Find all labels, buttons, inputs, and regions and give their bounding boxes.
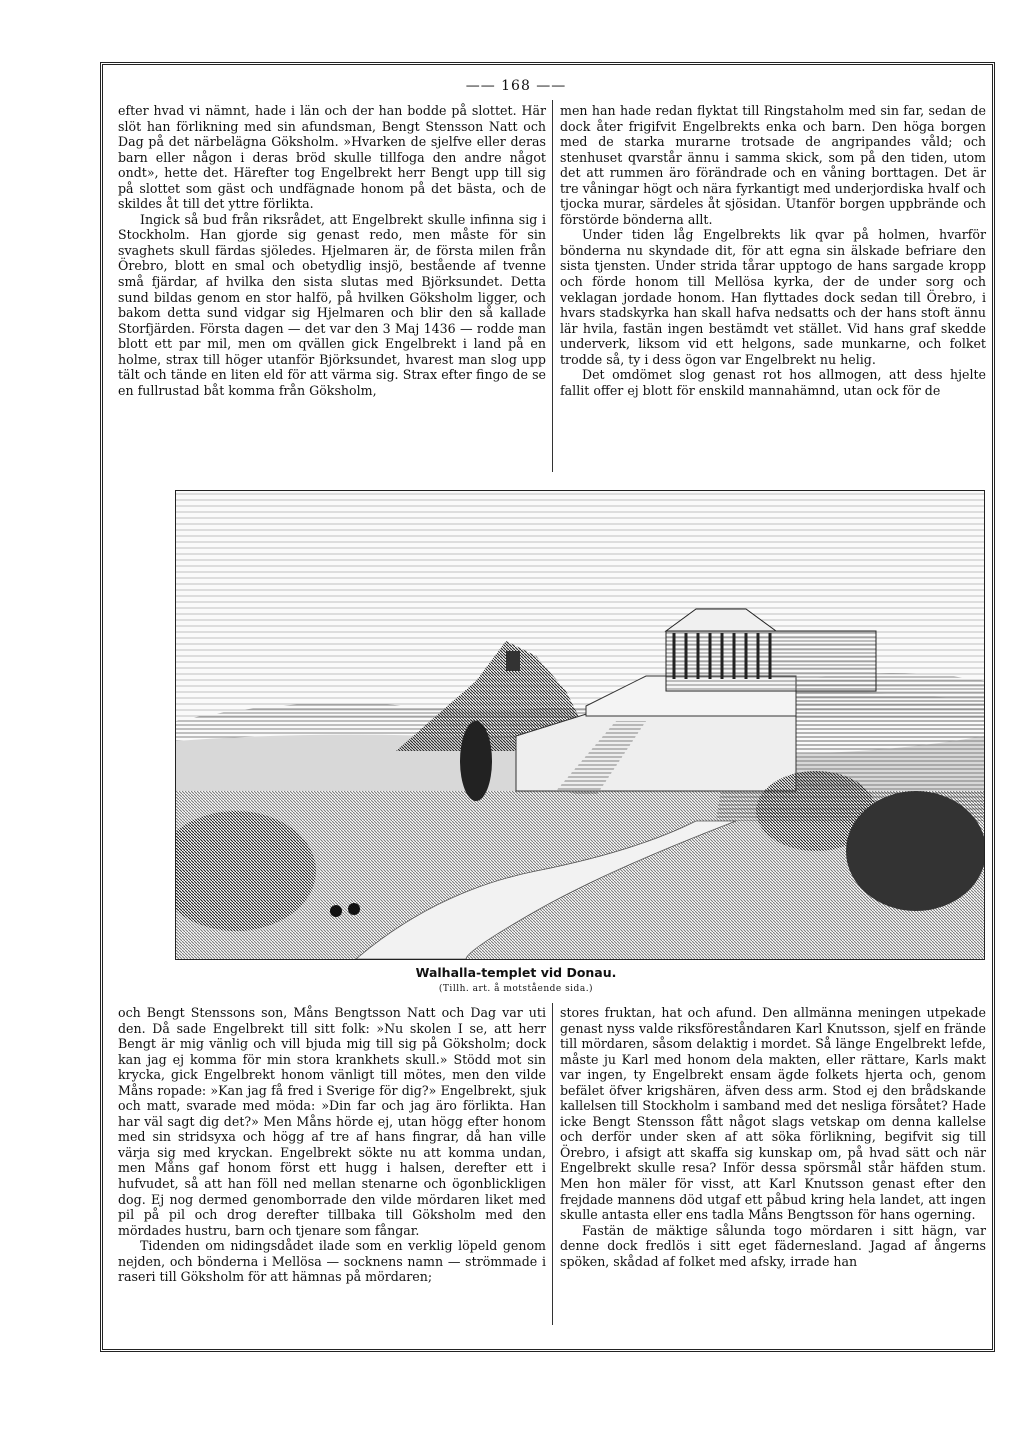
column-divider: [552, 100, 553, 472]
column-divider: [552, 1003, 553, 1325]
walhalla-engraving: [175, 490, 985, 960]
column-top-right: [560, 103, 986, 398]
paragraph: Tidenden om nidingsdådet ilade som en verklig löpeld genom nejden, och bönderna i Mellösa — socknens namn — strömmade i raseri till Göksholm för att hämnas på mördaren;: [118, 1238, 546, 1285]
paragraph: stores fruktan, hat och afund. Den allmänna meningen utpekade genast nyss valde riksföreståndaren Karl Knutsson, sjelf en frände till mördaren, såsom delaktig i mordet. Så länge Engelbrekt lefde, måste ju Karl med honom dela makten, eller rättare, Karls makt var ingen, ty Engelbrekt ensam ägde folkets hjerta och, genom befälet öfver krigshären, äfven dess arm. Stod ej den brådskande kallelsen till Stockholm i samband med det nesliga försåtet? Hade icke Bengt Stensson fått något slags vetskap om denna kallelse och derför under sken af att söka förlikning, begifvit sig till Örebro, i afsigt att skaffa sig kunskap om, på hvad sätt och när Engelbrekt skulle resa? Inför dessa spörsmål står häfden stum. Men hon mäler för visst, att Karl Knutsson genast efter den frejdade mannens död utgaf ett påbud kring hela landet, att ingen skulle antasta eller ens tadla Måns Bengtsson för hans ogerning.: [560, 1005, 986, 1223]
page-number: —— 168 ——: [465, 78, 567, 94]
paragraph: efter hvad vi nämnt, hade i län och der han bodde på slottet. Här slöt han förlikning med sin afundsman, Bengt Stensson Natt och Dag på det närbelägna Göksholm. »Hvarken de sjelfve eller deras barn eller någon i deras bröd skulle tillfoga den andre något ondt», hette det. Härefter tog Engelbrekt herr Bengt upp till sig på slottet som gäst och undfägnade honom på det bästa, och de skildes åt till det yttre förlikta.: [118, 103, 546, 212]
paragraph: Under tiden låg Engelbrekts lik qvar på holmen, hvarför bönderna nu skyndade dit, för att egna sin älskade befriare den sista tjensten. Under strida tårar upptogo de hans sargade kropp och förde honom till Mellösa kyrka, der de under sorg och veklagan jordade honom. Han flyttades dock sedan till Örebro, i hvars stadskyrka han skall hafva nedsatts och der hans stoft ännu lär hvila, fastän ingen bestämdt vet stället. Vid hans graf skedde underverk, liksom vid ett helgons, sade munkarne, och folket trodde så, ty i dess ögon var Engelbrekt nu helig.: [560, 227, 986, 367]
paragraph: Ingick så bud från riksrådet, att Engelbrekt skulle infinna sig i Stockholm. Han gjorde sig genast redo, men måste för sin svaghets skull färdas sjöledes. Hjelmaren är, de första milen från Örebro, blott en smal och obetydlig insjö, bestående af tvenne små fjärdar, af hvilka den sista slutas med Björksundet. Detta sund bildas genom en stor halfö, på hvilken Göksholm ligger, och bakom detta sund vidgar sig Hjelmaren och blir den så kallade Storfjärden. Första dagen — det var den 3 Maj 1436 — rodde man blott ett par mil, men om qvällen gick Engelbrekt i land på en holme, strax till höger utanför Björksundet, hvarest man slog upp tält och tände en liten eld för att värma sig. Strax efter fingo de se en fullrustad båt komma från Göksholm,: [118, 211, 546, 398]
column-bottom-right: [560, 1005, 986, 1269]
illustration-caption-note: (Tillh. art. å motstående sida.): [438, 984, 594, 994]
column-bottom-left: [118, 1005, 546, 1285]
engraving-temple-landscape-icon: [176, 491, 984, 959]
paragraph: och Bengt Stenssons son, Måns Bengtsson Natt och Dag var uti den. Då sade Engelbrekt till sitt folk: »Nu skolen I se, att herr Bengt är mig vänlig och vill bjuda mig till sig på Göksholm; dock kan jag ej komma för min stora krankhets skull.» Stödd mot sin krycka, gick Engelbrekt honom vänligt till mötes, men den vilde Måns ropade: »Kan jag få fred i Sverige för dig?» Engelbrekt, sjuk och matt, svarade med möda: »Din far och jag äro förlikta. Han har väl sagt dig det?» Men Måns hörde ej, utan högg efter honom med sin stridsyxa och högg af tre af hans fingrar, då han ville värja sig med kryckan. Engelbrekt sökte nu att komma undan, men Måns gaf honom först ett hugg i halsen, derefter ett i hufvudet, så att han föll ned mellan stenarne och ögonblickligen dog. Ej nog dermed genomborrade den vilde mördaren liket med pil på pil och drog derefter tillbaka till Göksholm med den mördades hustru, barn och tjenare som fångar.: [118, 1005, 546, 1238]
paragraph: men han hade redan flyktat till Ringstaholm med sin far, sedan de dock åter frigifvit Engelbrekts enka och barn. Den höga borgen med de starka murarne trotsade de angripandes våld; och stenhuset qvarstår ännu i samma skick, som på den tiden, utom det att rummen äro förändrade och en våning borttagen. Det är tre våningar högt och nära fyrkantigt med underjordiska hvalf och tjocka murar, särdeles åt sjösidan. Utanför borgen uppbrände och förstörde bönderna allt.: [560, 103, 986, 227]
paragraph: Fastän de mäktige sålunda togo mördaren i sitt hägn, var denne dock fredlös i sitt eget fädernesland. Jagad af ångerns spöken, skådad af folket med afsky, irrade han: [560, 1222, 986, 1269]
paragraph: Det omdömet slog genast rot hos allmogen, att dess hjelte fallit offer ej blott för enskild mannahämnd, utan ock för de: [560, 367, 986, 398]
column-top-left: [118, 103, 546, 398]
illustration-caption: Walhalla-templet vid Donau.: [415, 965, 617, 980]
